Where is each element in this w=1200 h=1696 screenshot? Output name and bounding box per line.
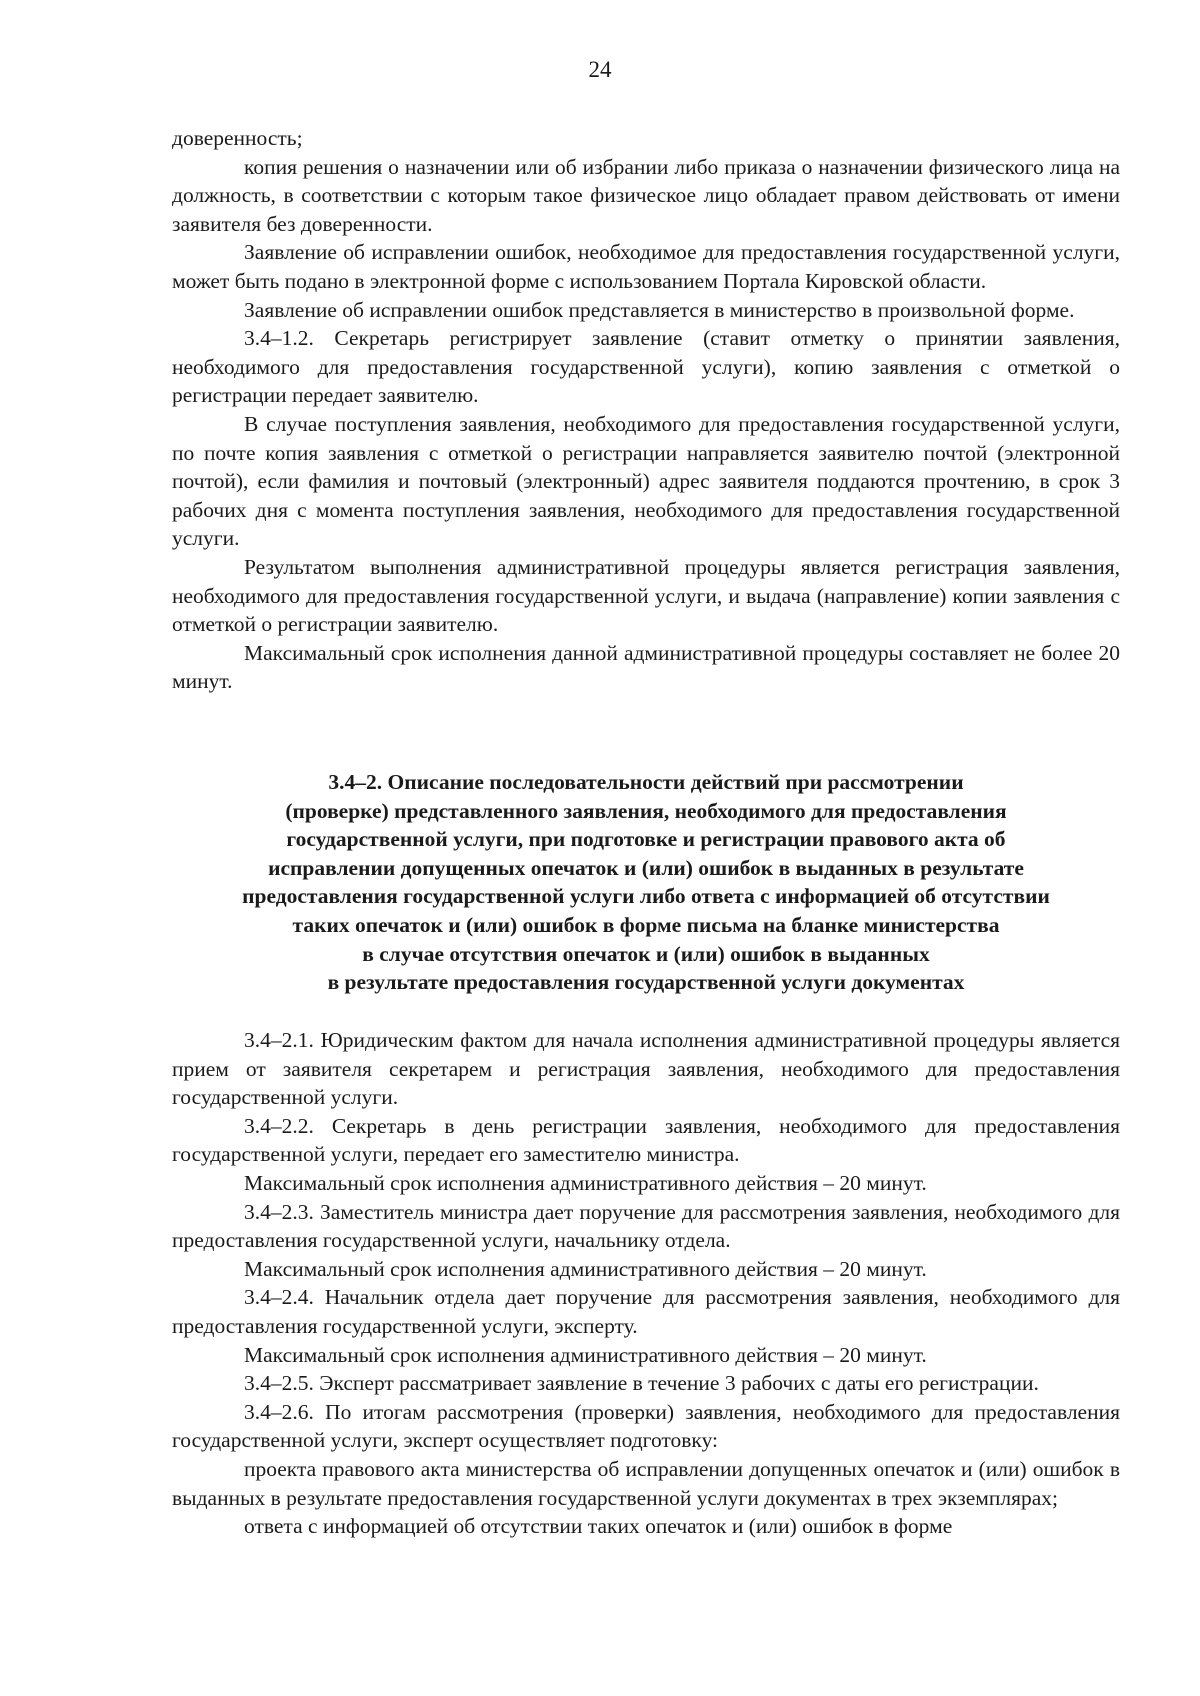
paragraph: 3.4–2.4. Начальник отдела дает поручение для рассмотрения заявления, необходимого для предоставления государственной услуги, эксперту. [172, 1285, 1120, 1338]
paragraph: 3.4–2.6. По итогам рассмотрения (проверки) заявления, необходимого для предоставления государственной услуги, эксперт осуществляет подготовку: [172, 1399, 1120, 1453]
heading-line: в случае отсутствия опечаток и (или) ошибок в выданных [362, 941, 930, 966]
paragraph: 3.4–2.3. Заместитель министра дает поручение для рассмотрения заявления, необходимого для предоставления государственной услуги, начальнику отдела. [172, 1199, 1120, 1253]
heading-line: государственной услуги, при подготовке и регистрации правового акта об [286, 827, 1006, 852]
top-text-block [172, 124, 1120, 696]
paragraph: 3.4–2.2. Секретарь в день регистрации заявления, необходимого для предоставления государственной услуги, передает его заместителю министра. [172, 1113, 1120, 1167]
paragraph: ответа с информацией об отсутствии таких опечаток и (или) ошибок в форме [244, 1514, 953, 1539]
paragraph: Максимальный срок исполнения административного действия – 20 минут. [244, 1170, 927, 1195]
paragraph: проекта правового акта министерства об исправлении допущенных опечаток и (или) ошибок в выданных в результате предоставления государственной услуги документах в трех экземплярах; [172, 1456, 1120, 1510]
page-number: 24 [588, 57, 612, 82]
bottom-text-block [172, 1026, 1120, 1541]
paragraph: 3.4–2.5. Эксперт рассматривает заявление в течение 3 рабочих с даты его регистрации. [244, 1371, 1039, 1396]
paragraph: Максимальный срок исполнения данной административной процедуры составляет не более 20 минут. [172, 640, 1120, 694]
heading-line: таких опечаток и (или) ошибок в форме письма на бланке министерства [292, 912, 1000, 937]
paragraph: 3.4–2.1. Юридическим фактом для начала исполнения административной процедуры является прием от заявителя секретарем и регистрация заявления, необходимого для предоставления государственной услуги. [172, 1028, 1120, 1110]
heading-line: предоставления государственной услуги либо ответа с информацией об отсутствии [242, 884, 1050, 909]
paragraph: В случае поступления заявления, необходимого для предоставления государственной услуги, по почте копия заявления с отметкой о регистрации направляется заявителю почтой (электронной почтой), если фамилия и почтовый (электронный) адрес заявителя поддаются прочтению, в срок 3 рабочих дня с момента поступления заявления, необходимого для предоставления государственной услуги. [172, 411, 1120, 551]
paragraph: Максимальный срок исполнения административного действия – 20 минут. [244, 1342, 927, 1367]
section-heading [172, 768, 1120, 997]
paragraph: Заявление об исправлении ошибок, необходимое для предоставления государственной услуги, может быть подано в электронной форме с использованием Портала Кировской области. [172, 240, 1120, 293]
paragraph: Максимальный срок исполнения административного действия – 20 минут. [244, 1256, 927, 1281]
paragraph: Результатом выполнения административной процедуры является регистрация заявления, необходимого для предоставления государственной услуги, и выдача (направление) копии заявления с отметкой о регистрации заявителю. [172, 554, 1120, 637]
paragraph: копия решения о назначении или об избрании либо приказа о назначении физического лица на должность, в соответствии с которым такое физическое лицо обладает правом действовать от имени заявителя без доверенности. [172, 154, 1120, 236]
heading-line: исправлении допущенных опечаток и (или) ошибок в выданных в результате [268, 855, 1024, 880]
heading-line: в результате предоставления государственной услуги документах [327, 970, 965, 995]
paragraph: Заявление об исправлении ошибок представляется в министерство в произвольной форме. [244, 297, 1075, 322]
paragraph: 3.4–1.2. Секретарь регистрирует заявление (ставит отметку о принятии заявления, необходимого для предоставления государственной услуги), копию заявления с отметкой о регистрации передает заявителю. [172, 326, 1120, 408]
heading-line: 3.4–2. Описание последовательности действий при рассмотрении [328, 770, 964, 794]
paragraph: доверенность; [172, 126, 303, 150]
heading-line: (проверке) представленного заявления, необходимого для предоставления [285, 798, 1007, 823]
